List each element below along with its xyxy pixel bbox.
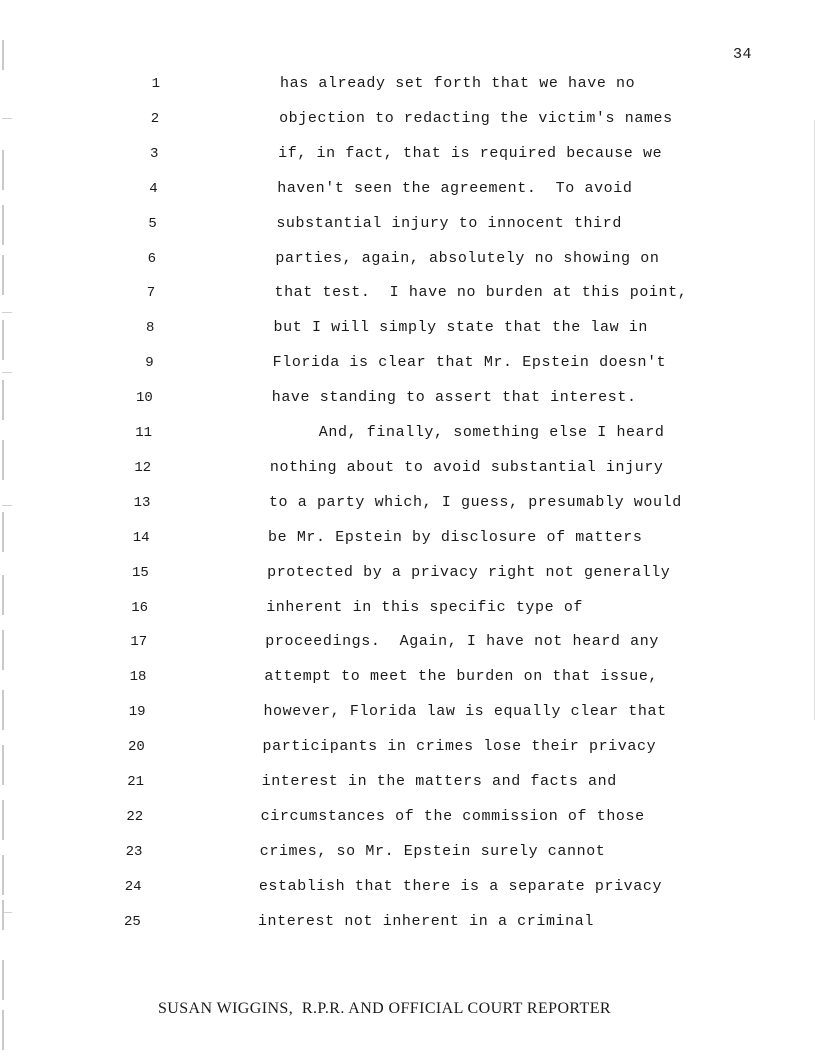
scan-edge-artifact bbox=[814, 120, 815, 720]
transcript-line bbox=[0, 877, 817, 901]
line-number: 22 bbox=[126, 808, 144, 825]
line-text: Florida is clear that Mr. Epstein doesn't bbox=[272, 354, 667, 372]
line-text: inherent in this specific type of bbox=[266, 598, 584, 616]
transcript-line bbox=[0, 214, 817, 238]
transcript-line bbox=[0, 807, 817, 831]
transcript-line bbox=[0, 388, 817, 412]
line-text: that test. I have no burden at this point, bbox=[274, 284, 688, 302]
scan-edge-artifact bbox=[2, 960, 4, 1000]
transcript-line bbox=[0, 912, 817, 936]
transcript-line bbox=[0, 249, 817, 273]
transcript-line bbox=[0, 423, 817, 447]
scan-edge-artifact bbox=[2, 1010, 4, 1050]
transcript-line bbox=[0, 493, 817, 517]
line-text: interest in the matters and facts and bbox=[261, 773, 617, 790]
court-reporter-footer: SUSAN WIGGINS, R.P.R. AND OFFICIAL COURT REPORTER bbox=[158, 1000, 611, 1017]
page-number: 34 bbox=[733, 46, 753, 63]
line-text: to a party which, I guess, presumably would bbox=[268, 493, 682, 511]
line-number: 9 bbox=[145, 355, 154, 372]
line-text: if, in fact, that is required because we bbox=[278, 144, 663, 162]
line-text: objection to redacting the victim's names bbox=[279, 109, 673, 127]
transcript-line bbox=[0, 283, 817, 307]
line-text: participants in crimes lose their privacy bbox=[262, 738, 657, 756]
line-number: 12 bbox=[134, 459, 152, 476]
transcript-line bbox=[0, 598, 817, 622]
transcript-line bbox=[0, 702, 817, 726]
line-text: has already set forth that we have no bbox=[280, 75, 636, 92]
line-text: have standing to assert that interest. bbox=[271, 389, 637, 407]
line-text: nothing about to avoid substantial injury bbox=[269, 458, 664, 476]
line-text: haven't seen the agreement. To avoid bbox=[277, 179, 633, 197]
transcript-line bbox=[0, 74, 817, 98]
line-number: 17 bbox=[130, 634, 148, 651]
scan-edge-artifact bbox=[2, 40, 4, 70]
line-number: 2 bbox=[150, 110, 160, 127]
line-number: 5 bbox=[148, 215, 157, 232]
transcript-line bbox=[0, 563, 817, 587]
line-number: 16 bbox=[131, 599, 148, 616]
transcript-line bbox=[0, 842, 817, 866]
transcript-line bbox=[0, 353, 817, 377]
transcript-line bbox=[0, 144, 817, 168]
line-text: establish that there is a separate privacy bbox=[258, 877, 663, 895]
transcript-line bbox=[0, 318, 817, 342]
line-number: 15 bbox=[131, 564, 149, 581]
line-text: however, Florida law is equally clear that bbox=[263, 703, 667, 721]
line-text: And, finally, something else I heard bbox=[270, 424, 665, 441]
line-number: 8 bbox=[145, 320, 155, 337]
line-text: proceedings. Again, I have not heard any bbox=[265, 633, 659, 651]
transcript-line bbox=[0, 528, 817, 552]
line-number: 1 bbox=[151, 76, 160, 92]
line-text: attempt to meet the burden on that issue, bbox=[264, 668, 659, 686]
line-number: 7 bbox=[146, 285, 156, 302]
line-number: 13 bbox=[133, 494, 151, 511]
transcript-line bbox=[0, 179, 817, 203]
line-number: 4 bbox=[149, 180, 158, 197]
line-number: 6 bbox=[147, 250, 156, 267]
line-number: 21 bbox=[127, 774, 144, 790]
line-text: substantial injury to innocent third bbox=[276, 214, 622, 232]
line-text: but I will simply state that the law in bbox=[273, 319, 649, 337]
line-number: 19 bbox=[128, 704, 146, 721]
transcript-line bbox=[0, 737, 817, 761]
line-number: 23 bbox=[125, 843, 143, 860]
transcript-line bbox=[0, 772, 817, 796]
line-text: be Mr. Epstein by disclosure of matters bbox=[268, 528, 643, 546]
transcript-line bbox=[0, 632, 817, 656]
line-number: 20 bbox=[127, 739, 145, 756]
line-text: protected by a privacy right not generally bbox=[267, 563, 671, 581]
line-number: 10 bbox=[135, 390, 153, 407]
line-number: 18 bbox=[129, 669, 147, 686]
line-text: parties, again, absolutely no showing on bbox=[275, 249, 660, 267]
transcript-line bbox=[0, 109, 817, 133]
line-number: 14 bbox=[132, 529, 150, 546]
line-text: interest not inherent in a criminal bbox=[257, 912, 594, 930]
line-number: 25 bbox=[123, 913, 141, 930]
line-number: 3 bbox=[149, 145, 159, 162]
scan-edge-artifact bbox=[2, 312, 12, 313]
line-number: 24 bbox=[124, 878, 142, 895]
line-number: 11 bbox=[135, 425, 152, 441]
line-text: crimes, so Mr. Epstein surely cannot bbox=[259, 842, 606, 860]
transcript-line bbox=[0, 458, 817, 482]
transcript-line bbox=[0, 667, 817, 691]
line-text: circumstances of the commission of those bbox=[260, 807, 645, 825]
